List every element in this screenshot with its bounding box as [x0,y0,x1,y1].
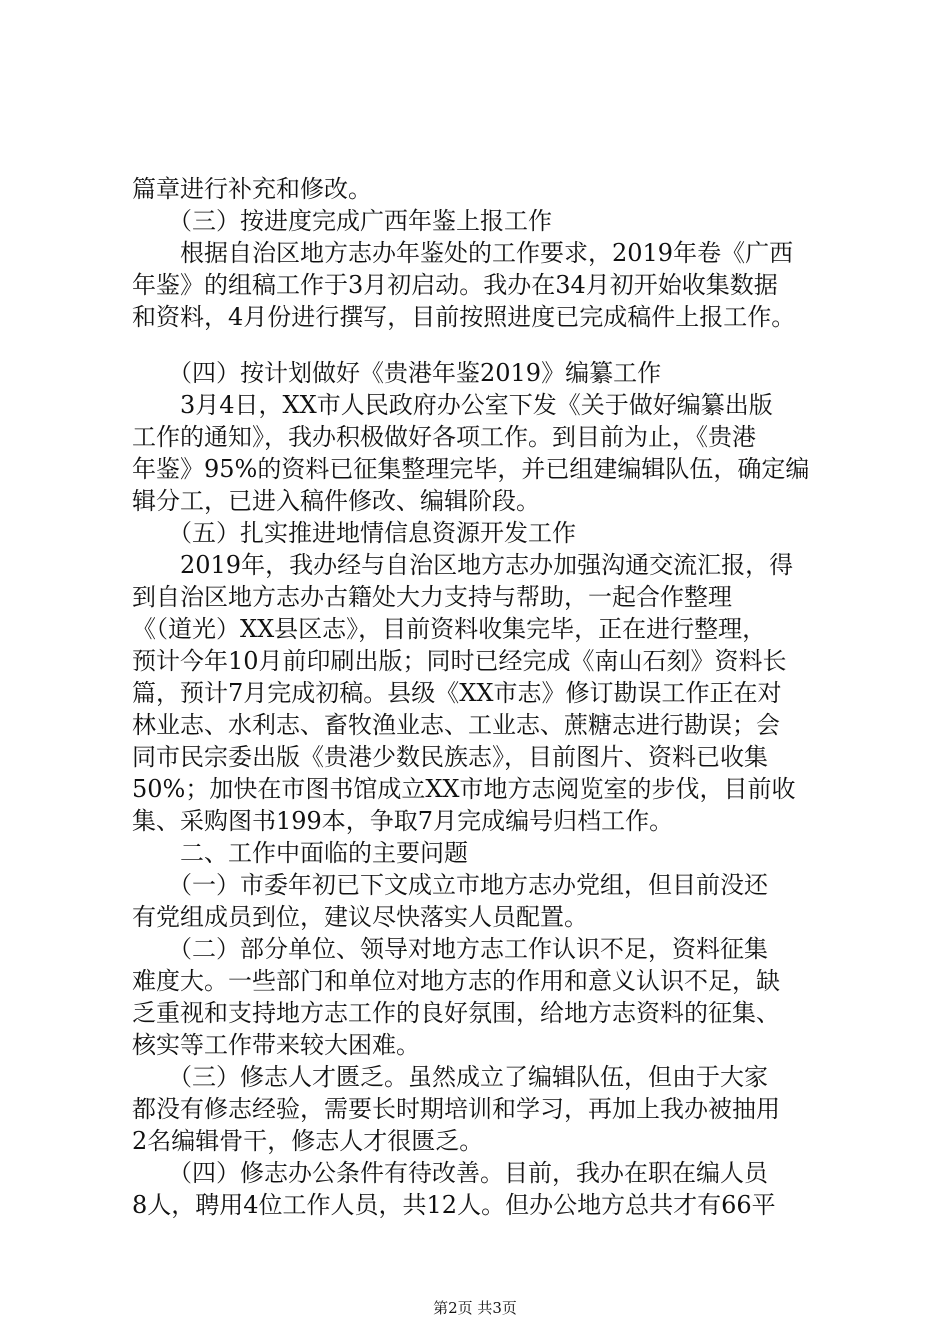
text-line: 同市民宗委出版《贵港少数民族志》，目前图片、资料已收集 [132,743,768,771]
text-line: 乏重视和支持地方志工作的良好氛围，给地方志资料的征集、 [132,999,780,1027]
text-line: 2名编辑骨干，修志人才很匮乏。 [132,1127,484,1155]
page-number-label: 第2页 共3页 [433,1299,517,1317]
text-line: 根据自治区地方志办年鉴处的工作要求，2019年卷《广西 [132,239,794,267]
text-line: 年鉴》的组稿工作于3月初启动。我办在34月初开始收集数据 [132,271,778,299]
text-line: （二）部分单位、领导对地方志工作认识不足，资料征集 [132,935,768,963]
text-line: 预计今年10月前印刷出版；同时已经完成《南山石刻》资料长 [132,647,787,675]
text-line: 篇，预计7月完成初稿。县级《XX市志》修订勘误工作正在对 [132,679,782,707]
text-line: 50%；加快在市图书馆成立XX市地方志阅览室的步伐，目前收 [132,775,796,803]
document-body [132,173,832,1221]
paragraph-gap [132,333,832,357]
section-heading: （五）扎实推进地情信息资源开发工作 [132,519,576,547]
text-line: 2019年，我办经与自治区地方志办加强沟通交流汇报，得 [132,551,794,579]
section-heading: （四）按计划做好《贵港年鉴2019》编纂工作 [132,359,662,387]
text-line: 工作的通知》，我办积极做好各项工作。到目前为止，《贵港 [132,423,756,451]
text-line: 有党组成员到位，建议尽快落实人员配置。 [132,903,588,931]
text-line: 都没有修志经验，需要长时期培训和学习，再加上我办被抽用 [132,1095,780,1123]
text-line: 林业志、水利志、畜牧渔业志、工业志、蔗糖志进行勘误；会 [132,711,780,739]
text-line: 年鉴》95%的资料已征集整理完毕，并已组建编辑队伍，确定编 [132,455,810,483]
text-line: （四）修志办公条件有待改善。目前，我办在职在编人员 [132,1159,768,1187]
text-line: 《（道光）XX县区志》，目前资料收集完毕，正在进行整理， [132,615,767,643]
text-line: 篇章进行补充和修改。 [132,175,372,203]
text-line: 和资料，4月份进行撰写，目前按照进度已完成稿件上报工作。 [132,303,796,331]
text-line: 难度大。一些部门和单位对地方志的作用和意义认识不足，缺 [132,967,780,995]
text-line: 到自治区地方志办古籍处大力支持与帮助，一起合作整理 [132,583,732,611]
text-line: 核实等工作带来较大困难。 [132,1031,420,1059]
page-footer [0,1298,950,1318]
section-heading: （三）按进度完成广西年鉴上报工作 [132,207,552,235]
text-line: 8人，聘用4位工作人员，共12人。但办公地方总共才有66平 [132,1191,776,1219]
text-line: （一）市委年初已下文成立市地方志办党组，但目前没还 [132,871,768,899]
text-line: 3月4日，XX市人民政府办公室下发《关于做好编纂出版 [132,391,773,419]
text-line: （三）修志人才匮乏。虽然成立了编辑队伍，但由于大家 [132,1063,768,1091]
section-heading: 二、工作中面临的主要问题 [132,839,468,867]
text-line: 辑分工，已进入稿件修改、编辑阶段。 [132,487,540,515]
text-line: 集、采购图书199本，争取7月完成编号归档工作。 [132,807,674,835]
